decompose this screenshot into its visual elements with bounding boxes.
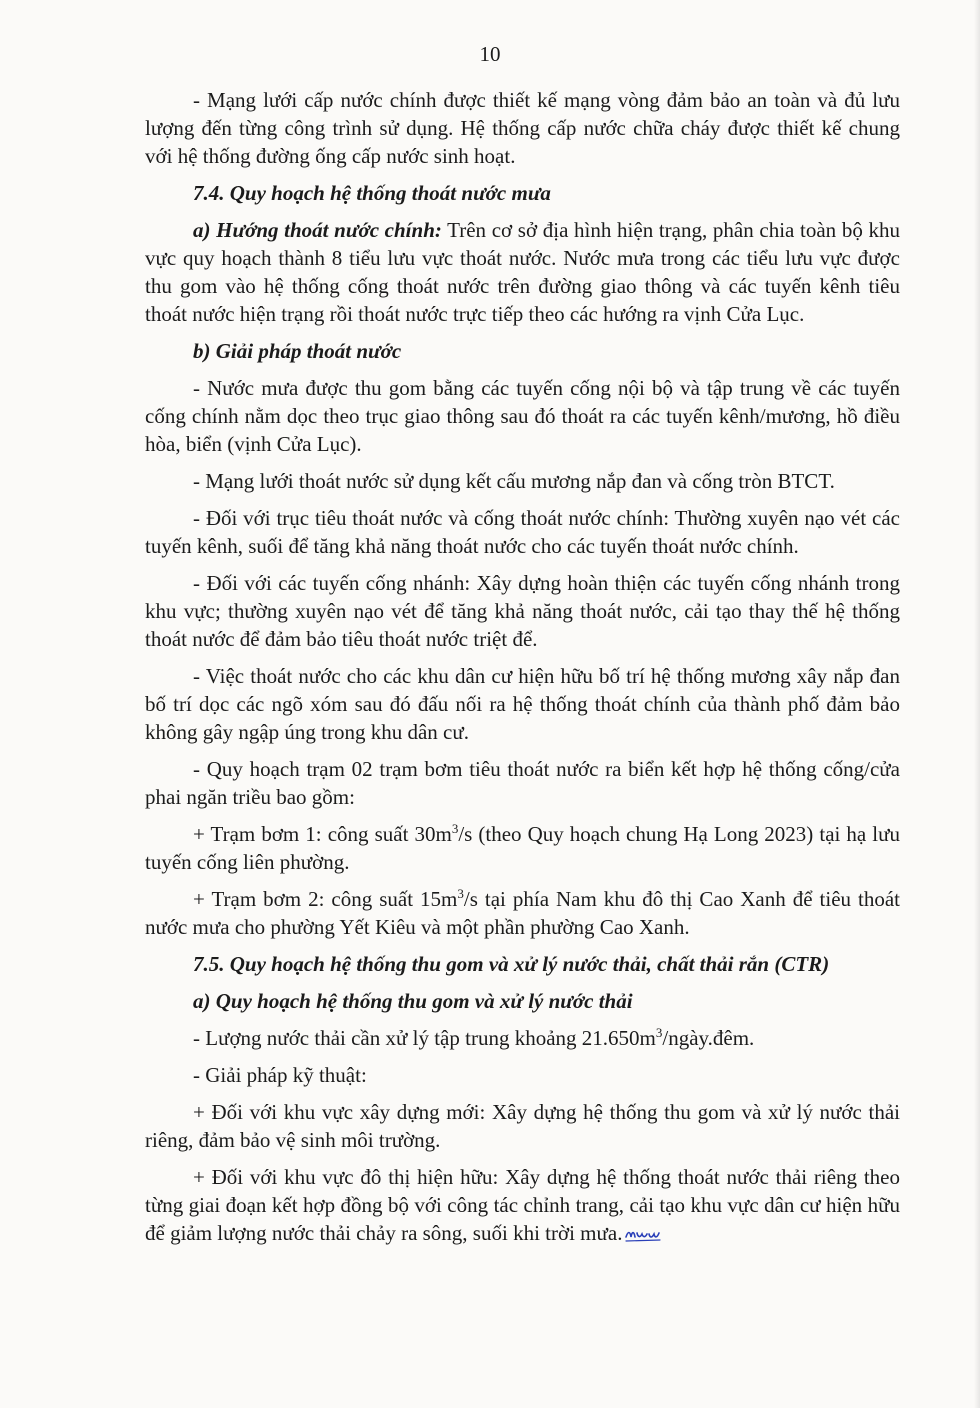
pump-station-2: + Trạm bơm 2: công suất $15m^3/s$ tại phía Nam khu đô thị Cao Xanh để tiêu thoát nước mưa cho phường Yết Kiêu và một phần phường Cao Xanh.	[145, 886, 900, 939]
drainage-item: - Việc thoát nước cho các khu dân cư hiện hữu bố trí hệ thống mương xây nắp đan bố trí dọc các ngõ xóm sau đó đấu nối ra hệ thống thoát chính của thành phố đảm bảo không gây ngập úng trong khu dân cư.	[145, 664, 900, 744]
wastewater-volume: - Lượng nước thải cần xử lý tập trung khoảng $21.650m^3/ngày.đêm$.	[193, 1025, 755, 1050]
drainage-item: - Mạng lưới thoát nước sử dụng kết cấu mương nắp đan và cống tròn BTCT.	[193, 469, 835, 493]
page-number: 10	[479, 42, 501, 66]
drainage-item: - Đối với trục tiêu thoát nước và cống thoát nước chính: Thường xuyên nạo vét các tuyến kênh, suối để tăng khả năng thoát nước cho các tuyến thoát nước chính.	[145, 506, 900, 558]
section-7-5-title: 7.5. Quy hoạch hệ thống thu gom và xử lý nước thải, chất thải rắn (CTR)	[193, 952, 830, 976]
drainage-item: - Đối với các tuyến cống nhánh: Xây dựng hoàn thiện các tuyến cống nhánh trong khu vực; thường xuyên nạo vét để tăng khả năng thoát nước, cải tạo thay thế hệ thống thoát nước để đảm bảo tiêu thoát nước triệt để.	[145, 571, 900, 651]
technical-solution-label: - Giải pháp kỹ thuật:	[193, 1063, 367, 1087]
initials-signature-icon	[624, 1225, 664, 1243]
section-7-4-a-paragraph	[145, 216, 900, 328]
page-edge-shadow	[974, 0, 980, 1408]
section-7-4-title: 7.4. Quy hoạch hệ thống thoát nước mưa	[193, 181, 551, 205]
new-area-solution: + Đối với khu vực xây dựng mới: Xây dựng hệ thống thu gom và xử lý nước thải riêng, đảm bảo vệ sinh môi trường.	[145, 1100, 900, 1152]
existing-area-solution: + Đối với khu vực đô thị hiện hữu: Xây dựng hệ thống thoát nước thải riêng theo từng giai đoạn kết hợp đồng bộ với công tác chỉnh trang, cải tạo khu vực dân cư hiện hữu để giảm lượng nước thải chảy ra sông, suối khi trời mưa.	[145, 1165, 900, 1245]
pump-station-1: + Trạm bơm 1: công suất $30m^3/s$ (theo Quy hoạch chung Hạ Long 2023) tại hạ lưu tuyến cống liên phường.	[145, 821, 900, 874]
drainage-item: - Nước mưa được thu gom bằng các tuyến cống nội bộ và tập trung về các tuyến cống chính nằm dọc theo trục giao thông sau đó thoát ra các tuyến kênh/mương, hồ điều hòa, biển (vịnh Cửa Lục).	[145, 376, 900, 456]
intro-paragraph: - Mạng lưới cấp nước chính được thiết kế mạng vòng đảm bảo an toàn và đủ lưu lượng đến từng công trình sử dụng. Hệ thống cấp nước chữa cháy được thiết kế chung với hệ thống đường ống cấp nước sinh hoạt.	[145, 88, 900, 168]
section-7-4-a-lead: a) Hướng thoát nước chính:	[193, 218, 442, 242]
drainage-item: - Quy hoạch trạm 02 trạm bơm tiêu thoát nước ra biển kết hợp hệ thống cống/cửa phai ngăn triều bao gồm:	[145, 757, 900, 809]
section-7-4-b-title: b) Giải pháp thoát nước	[193, 339, 402, 363]
document-body	[145, 86, 900, 1256]
section-7-4-a-text: Trên cơ sở địa hình hiện trạng, phân chia toàn bộ khu vực quy hoạch thành 8 tiểu lưu vực thoát nước. Nước mưa trong các tiểu lưu vực được thu gom vào hệ thống cống thoát nước trên đường giao thông và các tuyến kênh tiêu thoát nước hiện trạng rồi thoát nước trực tiếp theo các hướng ra vịnh Cửa Lục.	[145, 218, 900, 326]
section-7-5-a-title: a) Quy hoạch hệ thống thu gom và xử lý nước thải	[193, 989, 633, 1013]
